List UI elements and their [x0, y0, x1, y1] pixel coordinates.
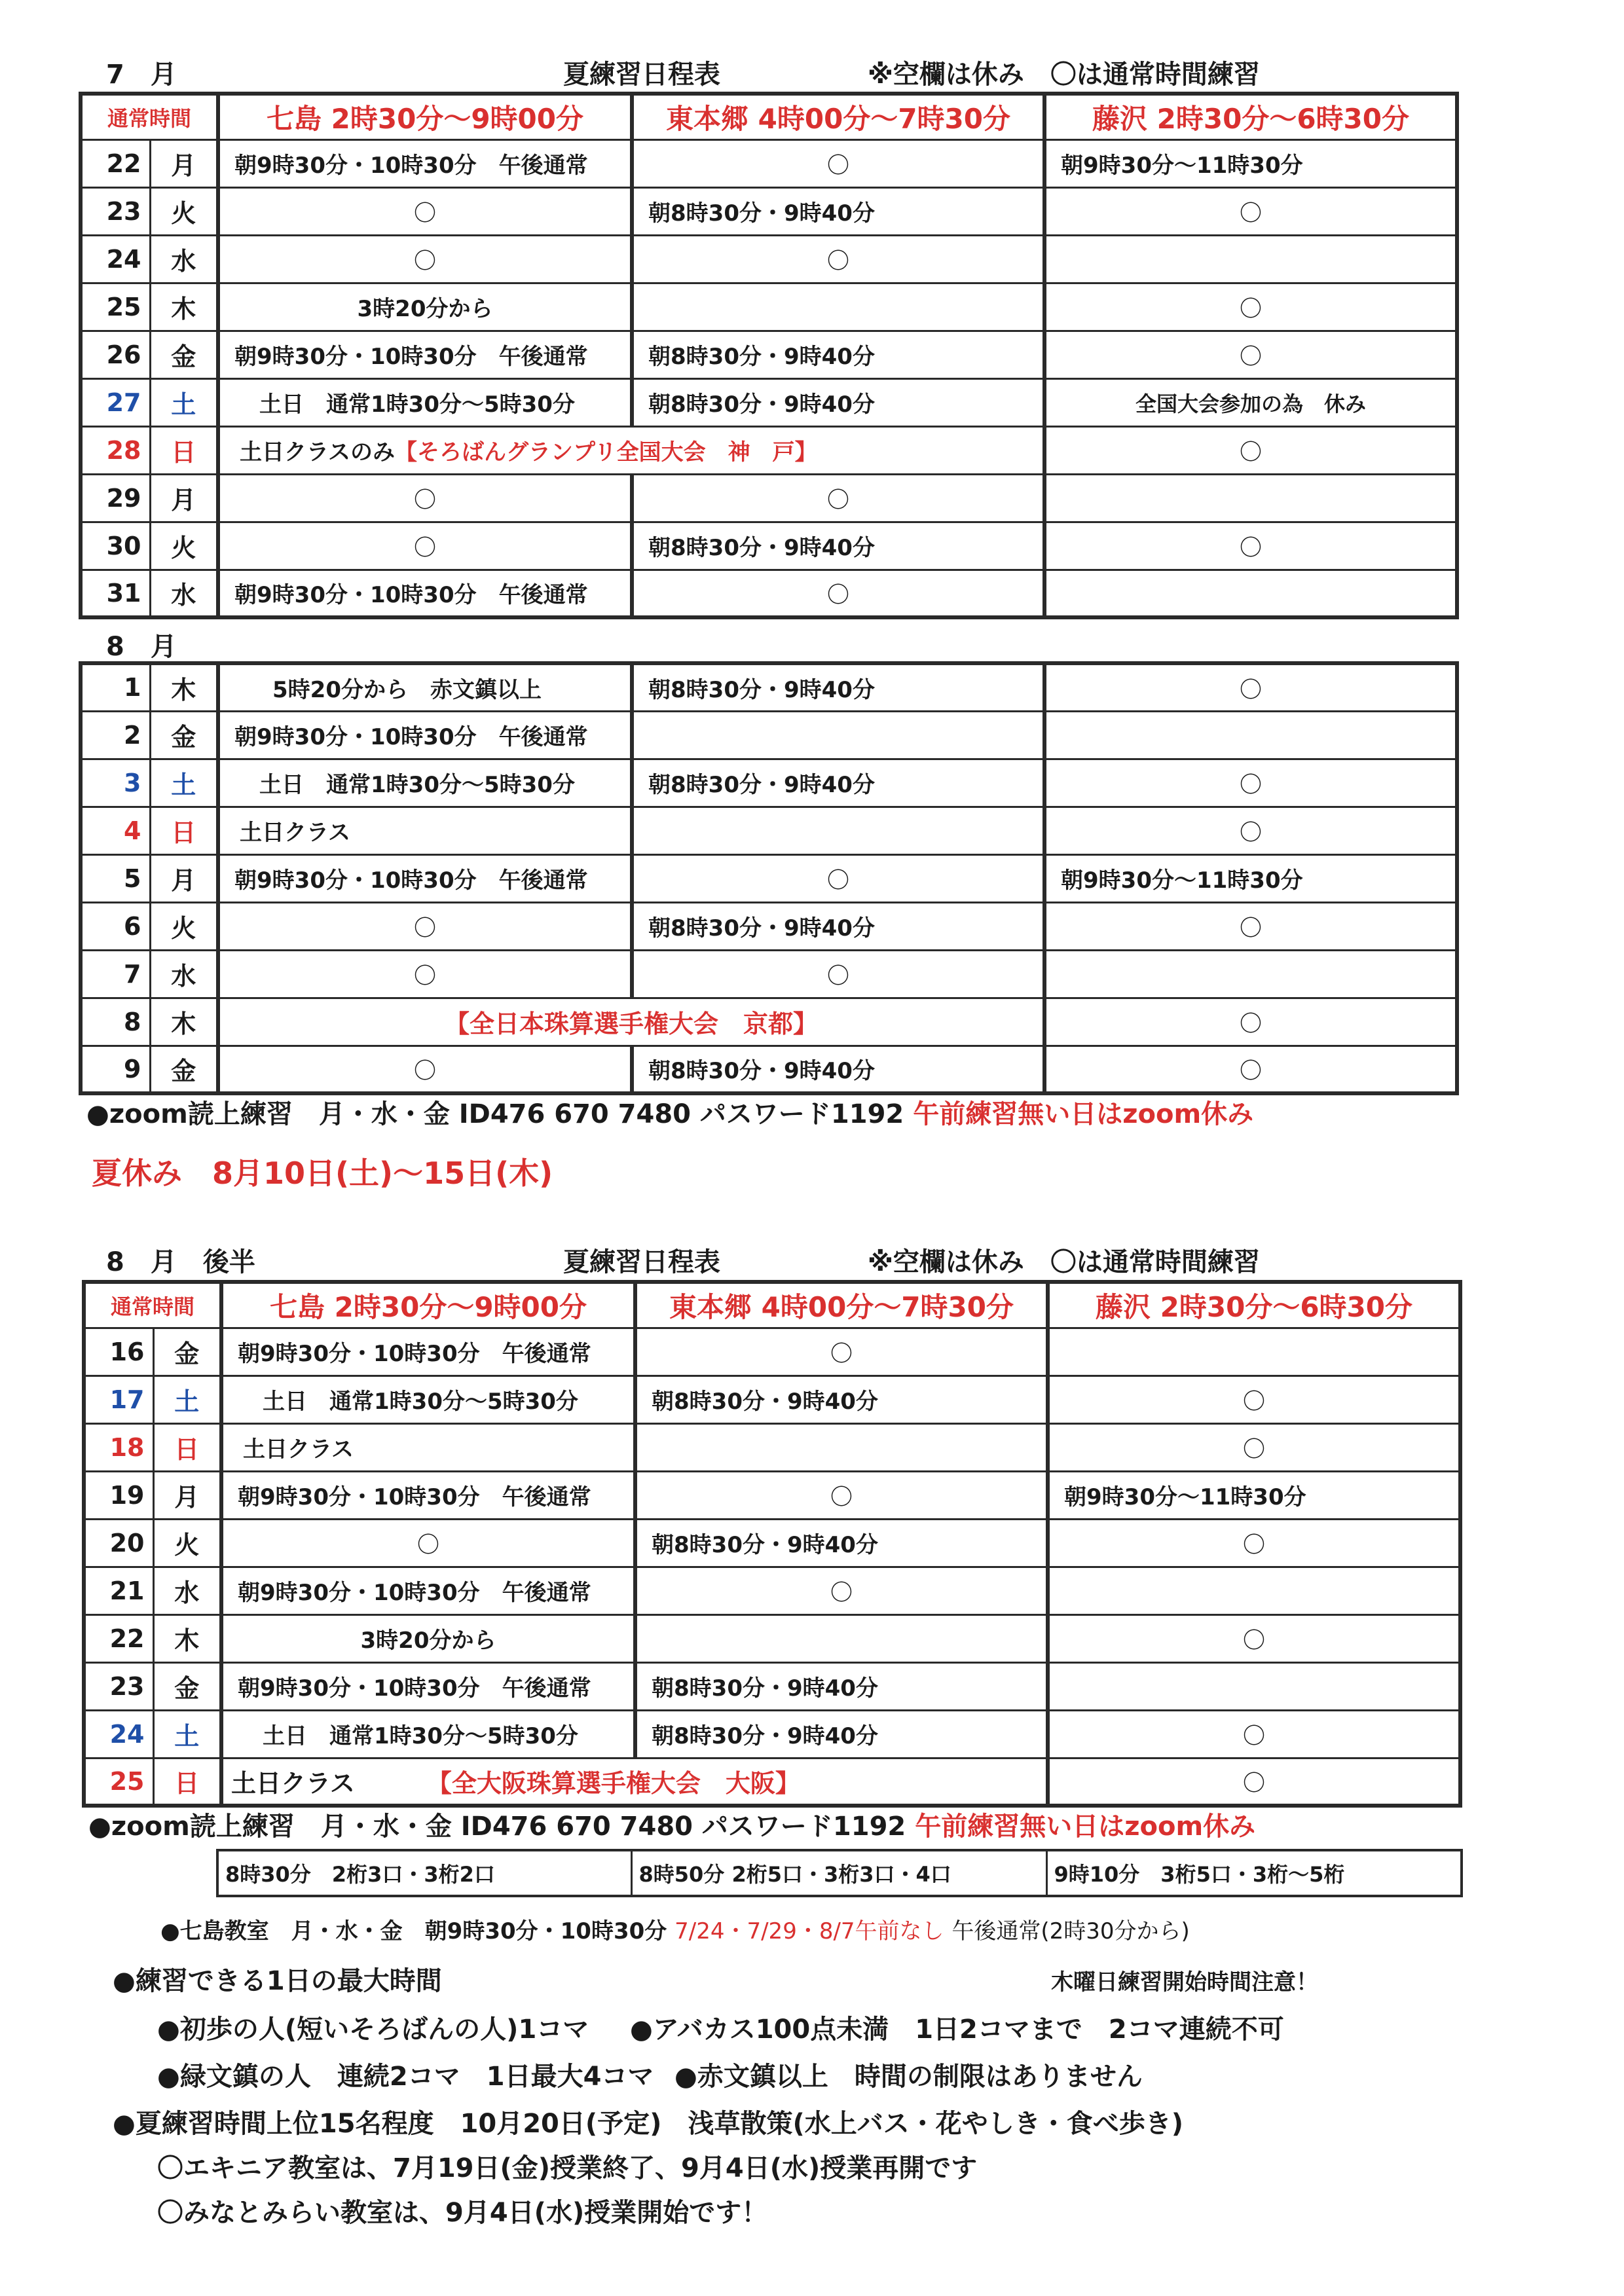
higashihongo-cell [635, 1614, 1048, 1662]
table-row [81, 711, 1457, 759]
fujisawa-cell [1044, 711, 1457, 759]
higashihongo-cell: 朝8時30分・9時40分 [635, 1662, 1048, 1710]
zoom-text: ●zoom読上練習 月・水・金 ID476 670 7480 パスワード1192 [86, 1099, 904, 1129]
table-row [84, 1471, 1460, 1519]
thursday-warning: 木曜日練習開始時間注意！ [1051, 1969, 1318, 1995]
higashihongo-cell: 朝8時30分・9時40分 [635, 1710, 1048, 1758]
table-row [81, 663, 1457, 711]
nanashima-cell: 〇 [221, 1519, 635, 1567]
table-row [81, 854, 1457, 902]
row-weekday: 日 [150, 426, 218, 474]
row-date: 17 [84, 1376, 153, 1423]
fujisawa-cell: 〇 [1048, 1614, 1460, 1662]
row-weekday: 土 [150, 759, 218, 807]
fujisawa-cell: 〇 [1044, 1046, 1457, 1093]
row-weekday: 水 [150, 950, 218, 998]
nanashima-cell: 朝9時30分・10時30分 午後通常 [218, 570, 632, 617]
fujisawa-cell: 〇 [1048, 1519, 1460, 1567]
row-date: 3 [81, 759, 150, 807]
row-weekday: 木 [150, 663, 218, 711]
nanashima-cell: 朝9時30分・10時30分 午後通常 [218, 854, 632, 902]
row-weekday: 金 [153, 1328, 221, 1376]
row-weekday: 水 [150, 570, 218, 617]
higashihongo-cell: 〇 [632, 950, 1044, 998]
nanashima-cell: 土日クラス [221, 1423, 635, 1471]
higashihongo-cell [632, 711, 1044, 759]
schedule-title-2: 夏練習日程表 [563, 1247, 720, 1277]
level-cell: 8時50分 2桁5口・3桁3口・4口 [631, 1850, 1046, 1896]
table-row [84, 1376, 1460, 1423]
col-higashihongo-header: 東本郷 4時00分～7時30分 [635, 1282, 1048, 1328]
normal-hours-header: 通常時間 [84, 1282, 221, 1328]
row-weekday: 日 [153, 1423, 221, 1471]
july-schedule-table [79, 92, 1459, 619]
fujisawa-cell: 朝9時30分～11時30分 [1044, 139, 1457, 187]
nanashima-cell: 〇 [218, 474, 632, 522]
zoom-note-red: 午前練習無い日はzoom休み [913, 1099, 1254, 1129]
higashihongo-cell: 〇 [635, 1471, 1048, 1519]
higashihongo-cell [632, 283, 1044, 331]
row-weekday: 月 [153, 1471, 221, 1519]
row-weekday: 金 [153, 1662, 221, 1710]
fujisawa-cell: 〇 [1044, 522, 1457, 570]
fujisawa-cell: 〇 [1044, 663, 1457, 711]
table-row [81, 331, 1457, 378]
row-weekday: 日 [153, 1758, 221, 1806]
row-date: 9 [81, 1046, 150, 1093]
zoom-levels-table [216, 1849, 1463, 1897]
row-weekday: 火 [150, 187, 218, 235]
col-nanashima-header: 七島 2時30分～9時00分 [218, 94, 632, 139]
row-date: 31 [81, 570, 150, 617]
table-row [81, 139, 1457, 187]
higashihongo-cell: 〇 [635, 1328, 1048, 1376]
row-date: 18 [84, 1423, 153, 1471]
event-label: 【そろばんグランプリ全国大会 神 戸】 [395, 439, 817, 465]
zoom-note-red: 午前練習無い日はzoom休み [915, 1812, 1256, 1842]
nanashima-cell: 〇 [218, 902, 632, 950]
top15-note: ●夏練習時間上位15名程度 10月20日(予定) 浅草散策(水上バス・花やしき・食べ歩き) [113, 2109, 1184, 2139]
table-row [84, 1614, 1460, 1662]
row-date: 25 [81, 283, 150, 331]
weekend-class-label: 土日クラスのみ [240, 439, 395, 465]
fujisawa-cell: 〇 [1048, 1710, 1460, 1758]
row-date: 21 [84, 1567, 153, 1614]
row-date: 25 [84, 1758, 153, 1806]
august-late-schedule-table [82, 1280, 1462, 1808]
higashihongo-cell [635, 1423, 1048, 1471]
abacus-note: ●アバカス100点未満 1日2コマまで 2コマ連続不可 [630, 2014, 1284, 2045]
zoom-text: ●zoom読上練習 月・水・金 ID476 670 7480 パスワード1192 [88, 1812, 906, 1842]
summer-break: 夏休み 8月10日(土)～15日(木) [92, 1156, 553, 1191]
nanashima-cell: 〇 [218, 950, 632, 998]
row-date: 23 [81, 187, 150, 235]
nanashima-note-text: ●七島教室 月・水・金 朝9時30分・10時30分 [160, 1918, 667, 1944]
row-weekday: 日 [150, 807, 218, 854]
fujisawa-cell [1048, 1662, 1460, 1710]
row-weekday: 火 [150, 522, 218, 570]
green-weight-note: ●緑文鎮の人 連続2コマ 1日最大4コマ [157, 2062, 654, 2092]
fujisawa-cell: 〇 [1044, 998, 1457, 1046]
fujisawa-cell: 〇 [1044, 426, 1457, 474]
row-date: 1 [81, 663, 150, 711]
table-row [81, 1046, 1457, 1093]
nanashima-cell: 朝9時30分・10時30分 午後通常 [221, 1471, 635, 1519]
legend-note: ※空欄は休み 〇は通常時間練習 [868, 60, 1260, 90]
fujisawa-cell: 〇 [1048, 1376, 1460, 1423]
nanashima-note-red: 7/24・7/29・8/7午前なし [674, 1918, 944, 1944]
nanashima-cell: 朝9時30分・10時30分 午後通常 [221, 1567, 635, 1614]
fujisawa-cell: 〇 [1044, 902, 1457, 950]
nanashima-cell: 朝9時30分・10時30分 午後通常 [218, 711, 632, 759]
row-date: 2 [81, 711, 150, 759]
level-cell: 8時30分 2桁3口・3桁2口 [217, 1850, 631, 1896]
col-fujisawa-header: 藤沢 2時30分～6時30分 [1044, 94, 1457, 139]
higashihongo-cell: 〇 [632, 235, 1044, 283]
minatomirai-note: 〇みなとみらい教室は、9月4日(水)授業開始です！ [157, 2198, 768, 2228]
row-weekday: 月 [150, 474, 218, 522]
row-date: 4 [81, 807, 150, 854]
higashihongo-cell: 朝8時30分・9時40分 [632, 522, 1044, 570]
fujisawa-cell: 全国大会参加の為 休み [1044, 378, 1457, 426]
nanashima-cell: 5時20分から 赤文鎮以上 [218, 663, 632, 711]
row-weekday: 金 [150, 1046, 218, 1093]
fujisawa-cell: 朝9時30分～11時30分 [1044, 854, 1457, 902]
row-date: 20 [84, 1519, 153, 1567]
higashihongo-cell: 朝8時30分・9時40分 [632, 902, 1044, 950]
fujisawa-cell: 〇 [1044, 807, 1457, 854]
event-label: 【全大阪珠算選手権大会 大阪】 [426, 1769, 800, 1798]
row-date: 24 [84, 1710, 153, 1758]
row-weekday: 水 [153, 1567, 221, 1614]
row-date: 24 [81, 235, 150, 283]
row-date: 7 [81, 950, 150, 998]
month-label-august-late: 8 月 後半 [106, 1247, 255, 1277]
fujisawa-cell: 〇 [1048, 1758, 1460, 1806]
table-row [84, 1758, 1460, 1806]
nanashima-note-afternoon: 午後通常(2時30分から) [951, 1918, 1190, 1944]
higashihongo-cell: 〇 [632, 570, 1044, 617]
row-weekday: 木 [150, 283, 218, 331]
row-weekday: 月 [150, 139, 218, 187]
nanashima-cell: 朝9時30分・10時30分 午後通常 [218, 139, 632, 187]
col-higashihongo-header: 東本郷 4時00分～7時30分 [632, 94, 1044, 139]
row-date: 5 [81, 854, 150, 902]
table-row [81, 235, 1457, 283]
table-row [81, 950, 1457, 998]
row-weekday: 水 [150, 235, 218, 283]
row-date: 27 [81, 378, 150, 426]
higashihongo-cell: 朝8時30分・9時40分 [632, 663, 1044, 711]
event-cell: 【全日本珠算選手権大会 京都】 [218, 998, 1044, 1046]
table-row [84, 1710, 1460, 1758]
table-row [81, 283, 1457, 331]
nanashima-cell: 〇 [218, 187, 632, 235]
ekinia-note: 〇エキニア教室は、7月19日(金)授業終了、9月4日(水)授業再開です [157, 2153, 978, 2183]
nanashima-cell: 土日 通常1時30分～5時30分 [221, 1376, 635, 1423]
nanashima-cell: 3時20分から [218, 283, 632, 331]
weekend-class-label: 土日クラス [231, 1769, 355, 1798]
row-weekday: 月 [150, 854, 218, 902]
nanashima-note [160, 1913, 1190, 1945]
higashihongo-cell: 朝8時30分・9時40分 [635, 1376, 1048, 1423]
zoom-info-2 [88, 1806, 1255, 1843]
higashihongo-cell: 朝8時30分・9時40分 [632, 331, 1044, 378]
table-row [81, 474, 1457, 522]
row-date: 23 [84, 1662, 153, 1710]
table-row [81, 426, 1457, 474]
higashihongo-cell: 朝8時30分・9時40分 [635, 1519, 1048, 1567]
nanashima-cell: 朝9時30分・10時30分 午後通常 [218, 331, 632, 378]
event-cell [221, 1758, 1048, 1806]
row-date: 30 [81, 522, 150, 570]
higashihongo-cell [632, 807, 1044, 854]
fujisawa-cell [1044, 570, 1457, 617]
higashihongo-cell: 〇 [632, 854, 1044, 902]
row-date: 22 [81, 139, 150, 187]
higashihongo-cell: 〇 [632, 474, 1044, 522]
event-cell [218, 426, 1044, 474]
table-row [84, 1662, 1460, 1710]
normal-hours-header: 通常時間 [81, 94, 218, 139]
col-nanashima-header: 七島 2時30分～9時00分 [221, 1282, 635, 1328]
nanashima-cell: 土日 通常1時30分～5時30分 [218, 378, 632, 426]
table-row [81, 902, 1457, 950]
higashihongo-cell: 〇 [632, 139, 1044, 187]
row-weekday: 木 [150, 998, 218, 1046]
table-row [81, 522, 1457, 570]
nanashima-cell: 土日 通常1時30分～5時30分 [221, 1710, 635, 1758]
row-date: 6 [81, 902, 150, 950]
row-weekday: 土 [150, 378, 218, 426]
month-label-august: 8 月 [106, 632, 177, 662]
nanashima-cell: 〇 [218, 235, 632, 283]
nanashima-cell: 朝9時30分・10時30分 午後通常 [221, 1328, 635, 1376]
max-time-heading: ●練習できる1日の最大時間 [113, 1966, 442, 1996]
fujisawa-cell [1044, 474, 1457, 522]
table-row [81, 570, 1457, 617]
col-fujisawa-header: 藤沢 2時30分～6時30分 [1048, 1282, 1460, 1328]
higashihongo-cell: 朝8時30分・9時40分 [632, 378, 1044, 426]
level-cell: 9時10分 3桁5口・3桁～5桁 [1046, 1850, 1462, 1896]
fujisawa-cell: 〇 [1048, 1423, 1460, 1471]
month-label-july: 7 月 [106, 60, 177, 90]
row-weekday: 土 [153, 1710, 221, 1758]
row-date: 16 [84, 1328, 153, 1376]
nanashima-cell: 朝9時30分・10時30分 午後通常 [221, 1662, 635, 1710]
table-row [81, 998, 1457, 1046]
nanashima-cell: 土日クラス [218, 807, 632, 854]
table-row [81, 187, 1457, 235]
row-date: 22 [84, 1614, 153, 1662]
row-date: 28 [81, 426, 150, 474]
fujisawa-cell: 〇 [1044, 283, 1457, 331]
fujisawa-cell: 〇 [1044, 187, 1457, 235]
row-date: 29 [81, 474, 150, 522]
zoom-info [86, 1093, 1253, 1131]
fujisawa-cell: 朝9時30分～11時30分 [1048, 1471, 1460, 1519]
table-row [84, 1519, 1460, 1567]
nanashima-cell: 土日 通常1時30分～5時30分 [218, 759, 632, 807]
table-row [81, 378, 1457, 426]
row-date: 19 [84, 1471, 153, 1519]
row-date: 26 [81, 331, 150, 378]
row-weekday: 木 [153, 1614, 221, 1662]
fujisawa-cell [1044, 235, 1457, 283]
beginner-note: ●初歩の人(短いそろばんの人)1コマ [157, 2014, 589, 2045]
schedule-title: 夏練習日程表 [563, 60, 720, 90]
august-schedule-table [79, 661, 1459, 1095]
row-weekday: 金 [150, 331, 218, 378]
fujisawa-cell: 〇 [1044, 759, 1457, 807]
table-row [84, 1328, 1460, 1376]
fujisawa-cell [1044, 950, 1457, 998]
higashihongo-cell: 朝8時30分・9時40分 [632, 759, 1044, 807]
fujisawa-cell: 〇 [1044, 331, 1457, 378]
fujisawa-cell [1048, 1567, 1460, 1614]
red-weight-note: ●赤文鎮以上 時間の制限はありません [674, 2062, 1143, 2092]
higashihongo-cell: 朝8時30分・9時40分 [632, 187, 1044, 235]
fujisawa-cell [1048, 1328, 1460, 1376]
higashihongo-cell: 〇 [635, 1567, 1048, 1614]
row-weekday: 土 [153, 1376, 221, 1423]
table-row [81, 807, 1457, 854]
legend-note-2: ※空欄は休み 〇は通常時間練習 [868, 1247, 1260, 1277]
row-weekday: 火 [150, 902, 218, 950]
higashihongo-cell: 朝8時30分・9時40分 [632, 1046, 1044, 1093]
row-weekday: 火 [153, 1519, 221, 1567]
table-row [84, 1423, 1460, 1471]
nanashima-cell: 3時20分から [221, 1614, 635, 1662]
table-row [81, 759, 1457, 807]
nanashima-cell: 〇 [218, 522, 632, 570]
table-row [84, 1567, 1460, 1614]
row-date: 8 [81, 998, 150, 1046]
nanashima-cell: 〇 [218, 1046, 632, 1093]
row-weekday: 金 [150, 711, 218, 759]
